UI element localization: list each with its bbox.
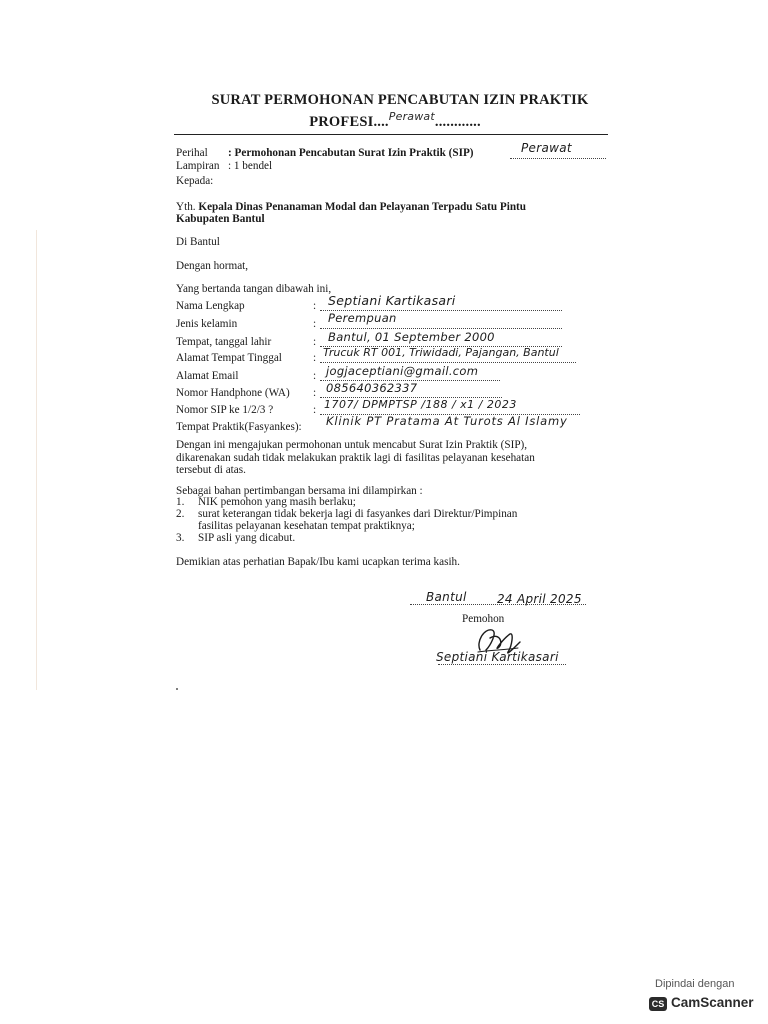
- profesi-dots-after: ............: [434, 114, 481, 130]
- yth-prefix: Yth.: [176, 201, 196, 213]
- field-colon: :: [313, 352, 317, 364]
- profesi-handwritten: Perawat: [388, 110, 435, 123]
- field-value-jenis-kelamin: Perempuan: [328, 311, 397, 325]
- signature-date: 24 April 2025: [497, 592, 582, 606]
- field-label-tempat-praktik: Tempat Praktik(Fasyankes):: [176, 421, 302, 433]
- camscanner-watermark: [647, 978, 757, 1016]
- lampiran-value: : 1 bendel: [228, 160, 273, 172]
- list-item: [176, 496, 616, 508]
- list-item-number: 3.: [176, 532, 185, 544]
- list-item-text: NIK pemohon yang masih berlaku;: [198, 496, 356, 508]
- perihal-dots: [510, 158, 606, 159]
- field-label-alamat: Alamat Tempat Tinggal: [176, 352, 282, 364]
- field-value-alamat: Trucuk RT 001, Triwidadi, Pajangan, Bantul: [323, 346, 559, 359]
- list-item-text: surat keterangan tidak bekerja lagi di fasyankes dari Direktur/Pimpinan: [198, 508, 518, 520]
- scan-edge-line: [36, 230, 37, 690]
- field-label-ttl: Tempat, tanggal lahir: [176, 336, 272, 348]
- watermark-brand: CamScanner: [671, 995, 754, 1010]
- list-item-number: 2.: [176, 508, 185, 520]
- attachments-intro: Sebagai bahan pertimbangan bersama ini dilampirkan :: [176, 485, 423, 497]
- lampiran-label: Lampiran: [176, 160, 220, 172]
- scan-speck: [176, 688, 178, 690]
- list-item: [176, 508, 616, 533]
- field-value-email: jogjaceptiani@gmail.com: [326, 364, 479, 378]
- field-label-nomor-sip: Nomor SIP ke 1/2/3 ?: [176, 404, 274, 416]
- field-label-nama: Nama Lengkap: [176, 300, 245, 312]
- field-colon: :: [313, 387, 317, 399]
- greeting: Dengan hormat,: [176, 260, 249, 272]
- field-dots: [320, 328, 562, 329]
- watermark-text: Dipindai dengan: [655, 978, 735, 990]
- recipient-line1: [176, 201, 526, 213]
- recipient-region: Kabupaten Bantul: [176, 213, 265, 225]
- list-item: [176, 532, 616, 544]
- statement-line3: tersebut di atas.: [176, 464, 246, 476]
- perihal-value: : Permohonan Pencabutan Surat Izin Praktik (SIP): [228, 147, 474, 159]
- date-dots: [410, 604, 586, 605]
- recipient-location: Di Bantul: [176, 236, 220, 248]
- camscanner-logo-icon: CS: [649, 997, 667, 1011]
- field-value-handphone: 085640362337: [326, 381, 418, 395]
- field-value-tempat-praktik: Klinik PT Pratama At Turots Al Islamy: [326, 414, 568, 428]
- field-label-handphone: Nomor Handphone (WA): [176, 387, 290, 399]
- field-colon: :: [313, 404, 317, 416]
- field-colon: :: [313, 318, 317, 330]
- field-dots: [320, 362, 576, 363]
- field-label-jenis-kelamin: Jenis kelamin: [176, 318, 238, 330]
- kepada-label: Kepada:: [176, 175, 214, 187]
- field-label-email: Alamat Email: [176, 370, 239, 382]
- signature-place: Bantul: [426, 590, 467, 604]
- intro-text: Yang bertanda tangan dibawah ini,: [176, 283, 332, 295]
- perihal-label: Perihal: [176, 147, 208, 159]
- list-item-number: 1.: [176, 496, 185, 508]
- field-value-nomor-sip: 1707/ DPMPTSP /188 / x1 / 2023: [324, 398, 517, 411]
- profession-line: [0, 110, 768, 131]
- statement-line2: dikarenakan sudah tidak melakukan praktik lagi di fasilitas pelayanan kesehatan: [176, 451, 535, 464]
- statement-paragraph: [176, 439, 616, 477]
- title-divider: [174, 134, 608, 135]
- document-title: SURAT PERMOHONAN PENCABUTAN IZIN PRAKTIK: [211, 92, 589, 108]
- name-dots: [438, 664, 566, 665]
- recipient-office: Kepala Dinas Penanaman Modal dan Pelayanan Terpadu Satu Pintu: [198, 201, 526, 213]
- profesi-label: PROFESI: [309, 114, 374, 130]
- list-item-text-cont: fasilitas pelayanan kesehatan tempat praktiknya;: [198, 520, 415, 532]
- field-colon: :: [313, 336, 317, 348]
- signature-name: Septiani Kartikasari: [436, 650, 559, 664]
- perihal-handwritten: Perawat: [521, 141, 572, 155]
- closing-text: Demikian atas perhatian Bapak/Ibu kami ucapkan terima kasih.: [176, 556, 460, 568]
- list-item-text: SIP asli yang dicabut.: [198, 532, 296, 544]
- signature-role: Pemohon: [462, 613, 505, 625]
- field-colon: :: [313, 300, 317, 312]
- field-colon: :: [313, 370, 317, 382]
- field-value-ttl: Bantul, 01 September 2000: [328, 330, 495, 344]
- profesi-dots-before: ....: [373, 114, 389, 130]
- attachments-list: [176, 496, 616, 546]
- statement-line1: Dengan ini mengajukan permohonan untuk mencabut Surat Izin Praktik (SIP),: [176, 439, 528, 451]
- field-value-nama: Septiani Kartikasari: [328, 293, 456, 308]
